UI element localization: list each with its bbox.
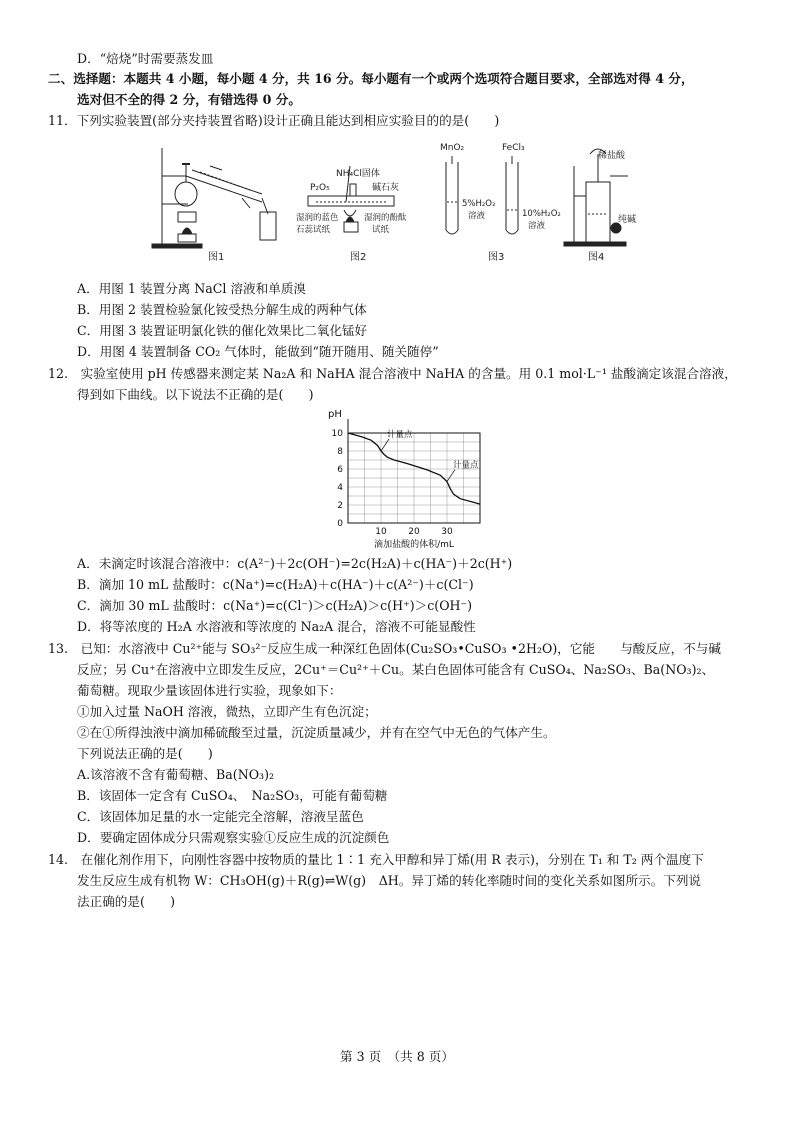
fig4-label-hydrochloric-acid: 稀盐酸 xyxy=(598,151,626,161)
fig4-co2-apparatus xyxy=(564,149,628,246)
chart-grid xyxy=(348,433,480,523)
q14-stem-line3: 法正确的是( ) xyxy=(77,894,175,909)
q12-option-c: C．滴加 30 mL 盐酸时：c(Na⁺)=c(Cl⁻)＞c(H₂A)＞c(H⁺)＞c(OH⁻) xyxy=(77,598,473,613)
chart-x-axis-label: 滴加盐酸的体积/mL xyxy=(374,540,454,550)
annotation-label-equivalence-point: 计量点 xyxy=(453,460,479,471)
y-tick-label: 8 xyxy=(337,447,343,457)
q14-stem-line1: 14. 在催化剂作用下，向刚性容器中按物质的量比 1∶1 充入甲醇和异丁烯(用 R 表示)，分别在 T₁ 和 T₂ 两个温度下 xyxy=(48,852,704,867)
q12-option-b: B．滴加 10 mL 盐酸时：c(Na⁺)=c(H₂A)＋c(HA⁻)＋c(A²⁻)＋c(Cl⁻) xyxy=(77,577,474,592)
q13-option-c: C．该固体加足量的水一定能完全溶解，溶液呈蓝色 xyxy=(77,809,364,824)
q12-stem-line2: 得到如下曲线。以下说法不正确的是( ) xyxy=(77,387,314,402)
fig3-label-solution-2: 溶液 xyxy=(528,221,546,231)
y-tick-label: 6 xyxy=(337,465,343,475)
annotation-leader xyxy=(381,439,389,451)
fig1-distillation-apparatus xyxy=(152,148,276,248)
q13-ask: 下列说法正确的是( ) xyxy=(77,746,213,761)
x-tick-label: 20 xyxy=(408,527,420,537)
fig2-label-blue-litmus-2: 石蕊试纸 xyxy=(296,225,331,235)
fig2-caption: 图2 xyxy=(350,252,367,263)
fig2-label-p2o5: P₂O₅ xyxy=(310,183,330,193)
section2-heading-line1: 二、选择题：本题共 4 小题，每小题 4 分，共 16 分。每小题有一个或两个选项符合题目要求，全部选对得 4 分， xyxy=(48,71,694,86)
fig3-caption: 图3 xyxy=(488,252,505,263)
y-tick-label: 4 xyxy=(337,483,343,493)
q13-option-b: B．该固体一定含有 CuSO₄、 Na₂SO₃，可能有葡萄糖 xyxy=(77,788,388,803)
q12-stem-line1: 12. 实验室使用 pH 传感器来测定某 Na₂A 和 NaHA 混合溶液中 NaHA 的含量。用 0.1 mol·L⁻¹ 盐酸滴定该混合溶液， xyxy=(48,366,737,381)
fig2-label-blue-litmus-1: 湿润的蓝色 xyxy=(296,213,339,223)
fig1-caption: 图1 xyxy=(208,252,225,263)
page-footer: 第 3 页 （共 8 页） xyxy=(340,1049,454,1064)
annotation-label-equivalence-point: 计量点 xyxy=(387,430,413,440)
fig4-label-soda-ash: 纯碱 xyxy=(618,215,637,225)
section2-heading-line2: 选对但不全的得 2 分，有错选得 0 分。 xyxy=(77,92,301,107)
fig3-label-fecl3: FeCl₃ xyxy=(502,143,525,153)
q13-stem-line2: 反应；另 Cu⁺在溶液中立即发生反应，2Cu⁺＝Cu²⁺＋Cu。某白色固体可能含有 CuSO₄、Na₂SO₃、Ba(NO₃)₂、 xyxy=(77,662,715,677)
q13-stem-line3: 葡萄糖。现取少量该固体进行实验，现象如下： xyxy=(77,683,342,698)
q13-option-d: D．要确定固体成分只需观察实验①反应生成的沉淀颜色 xyxy=(77,830,390,845)
fig2-label-phenolphthalein-1: 湿润的酚酞 xyxy=(364,213,407,223)
x-tick-label: 30 xyxy=(441,527,453,537)
q11-option-c: C．用图 3 装置证明氯化铁的催化效果比二氧化锰好 xyxy=(77,323,368,338)
y-tick-label: 10 xyxy=(331,429,343,439)
fig2-label-lime: 碱石灰 xyxy=(372,183,400,193)
annotation-leader xyxy=(447,470,455,482)
fig3-test-tubes xyxy=(446,156,518,234)
fig2-label-nh4cl: NH₄Cl固体 xyxy=(336,169,380,179)
fig3-label-h2o2-5-percent: 5%H₂O₂ xyxy=(462,199,496,209)
q11-figures xyxy=(150,136,640,266)
q11-option-a: A．用图 1 装置分离 NaCl 溶液和单质溴 xyxy=(77,281,307,296)
q11-stem: 11．下列实验装置(部分夹持装置省略)设计正确且能达到相应实验目的的是( ) xyxy=(48,113,500,128)
fig2-label-phenolphthalein-2: 试纸 xyxy=(372,225,390,235)
q13-option-a: A.该溶液不含有葡萄糖、Ba(NO₃)₂ xyxy=(77,767,275,782)
chart-y-axis-label: pH xyxy=(328,409,342,420)
q12-ph-titration-chart xyxy=(320,405,490,550)
q11-option-b: B．用图 2 装置检验氯化铵受热分解生成的两种气体 xyxy=(77,302,367,317)
fig3-label-solution-1: 溶液 xyxy=(468,211,486,221)
chart-annotations xyxy=(381,429,479,482)
q10-option-d: D．“焙烧”时需要蒸发皿 xyxy=(77,51,214,66)
x-tick-label: 10 xyxy=(375,527,387,537)
q11-option-d: D．用图 4 装置制备 CO₂ 气体时，能做到“随开随用、随关随停” xyxy=(77,344,439,359)
y-tick-label: 2 xyxy=(337,501,343,511)
fig3-label-h2o2-10-percent: 10%H₂O₂ xyxy=(522,209,561,219)
q13-step1: ①加入过量 NaOH 溶液，微热，立即产生有色沉淀； xyxy=(77,704,377,719)
q12-option-a: A．未滴定时该混合溶液中：c(A²⁻)＋2c(OH⁻)=2c(H₂A)＋c(HA⁻)＋2c(H⁺) xyxy=(77,556,513,571)
y-tick-label: 0 xyxy=(337,519,343,529)
fig3-label-mno2: MnO₂ xyxy=(440,143,465,153)
fig4-caption: 图4 xyxy=(588,252,605,263)
q13-stem-line1: 13. 已知：水溶液中 Cu²⁺能与 SO₃²⁻反应生成一种深红色固体(Cu₂SO₃•CuSO₃ •2H₂O)，它能 与酸反应，不与碱 xyxy=(48,641,721,656)
q12-option-d: D．将等浓度的 H₂A 水溶液和等浓度的 Na₂A 混合，溶液不可能显酸性 xyxy=(77,619,476,634)
q14-stem-line2: 发生反应生成有机物 W：CH₃OH(g)＋R(g)⇌W(g) ΔH。异丁烯的转化率随时间的变化关系如图所示。下列说 xyxy=(77,873,702,888)
q13-step2: ②在①所得浊液中滴加稀硫酸至过量，沉淀质量减少，并有在空气中无色的气体产生。 xyxy=(77,725,556,740)
chart-tick-labels xyxy=(332,429,453,537)
